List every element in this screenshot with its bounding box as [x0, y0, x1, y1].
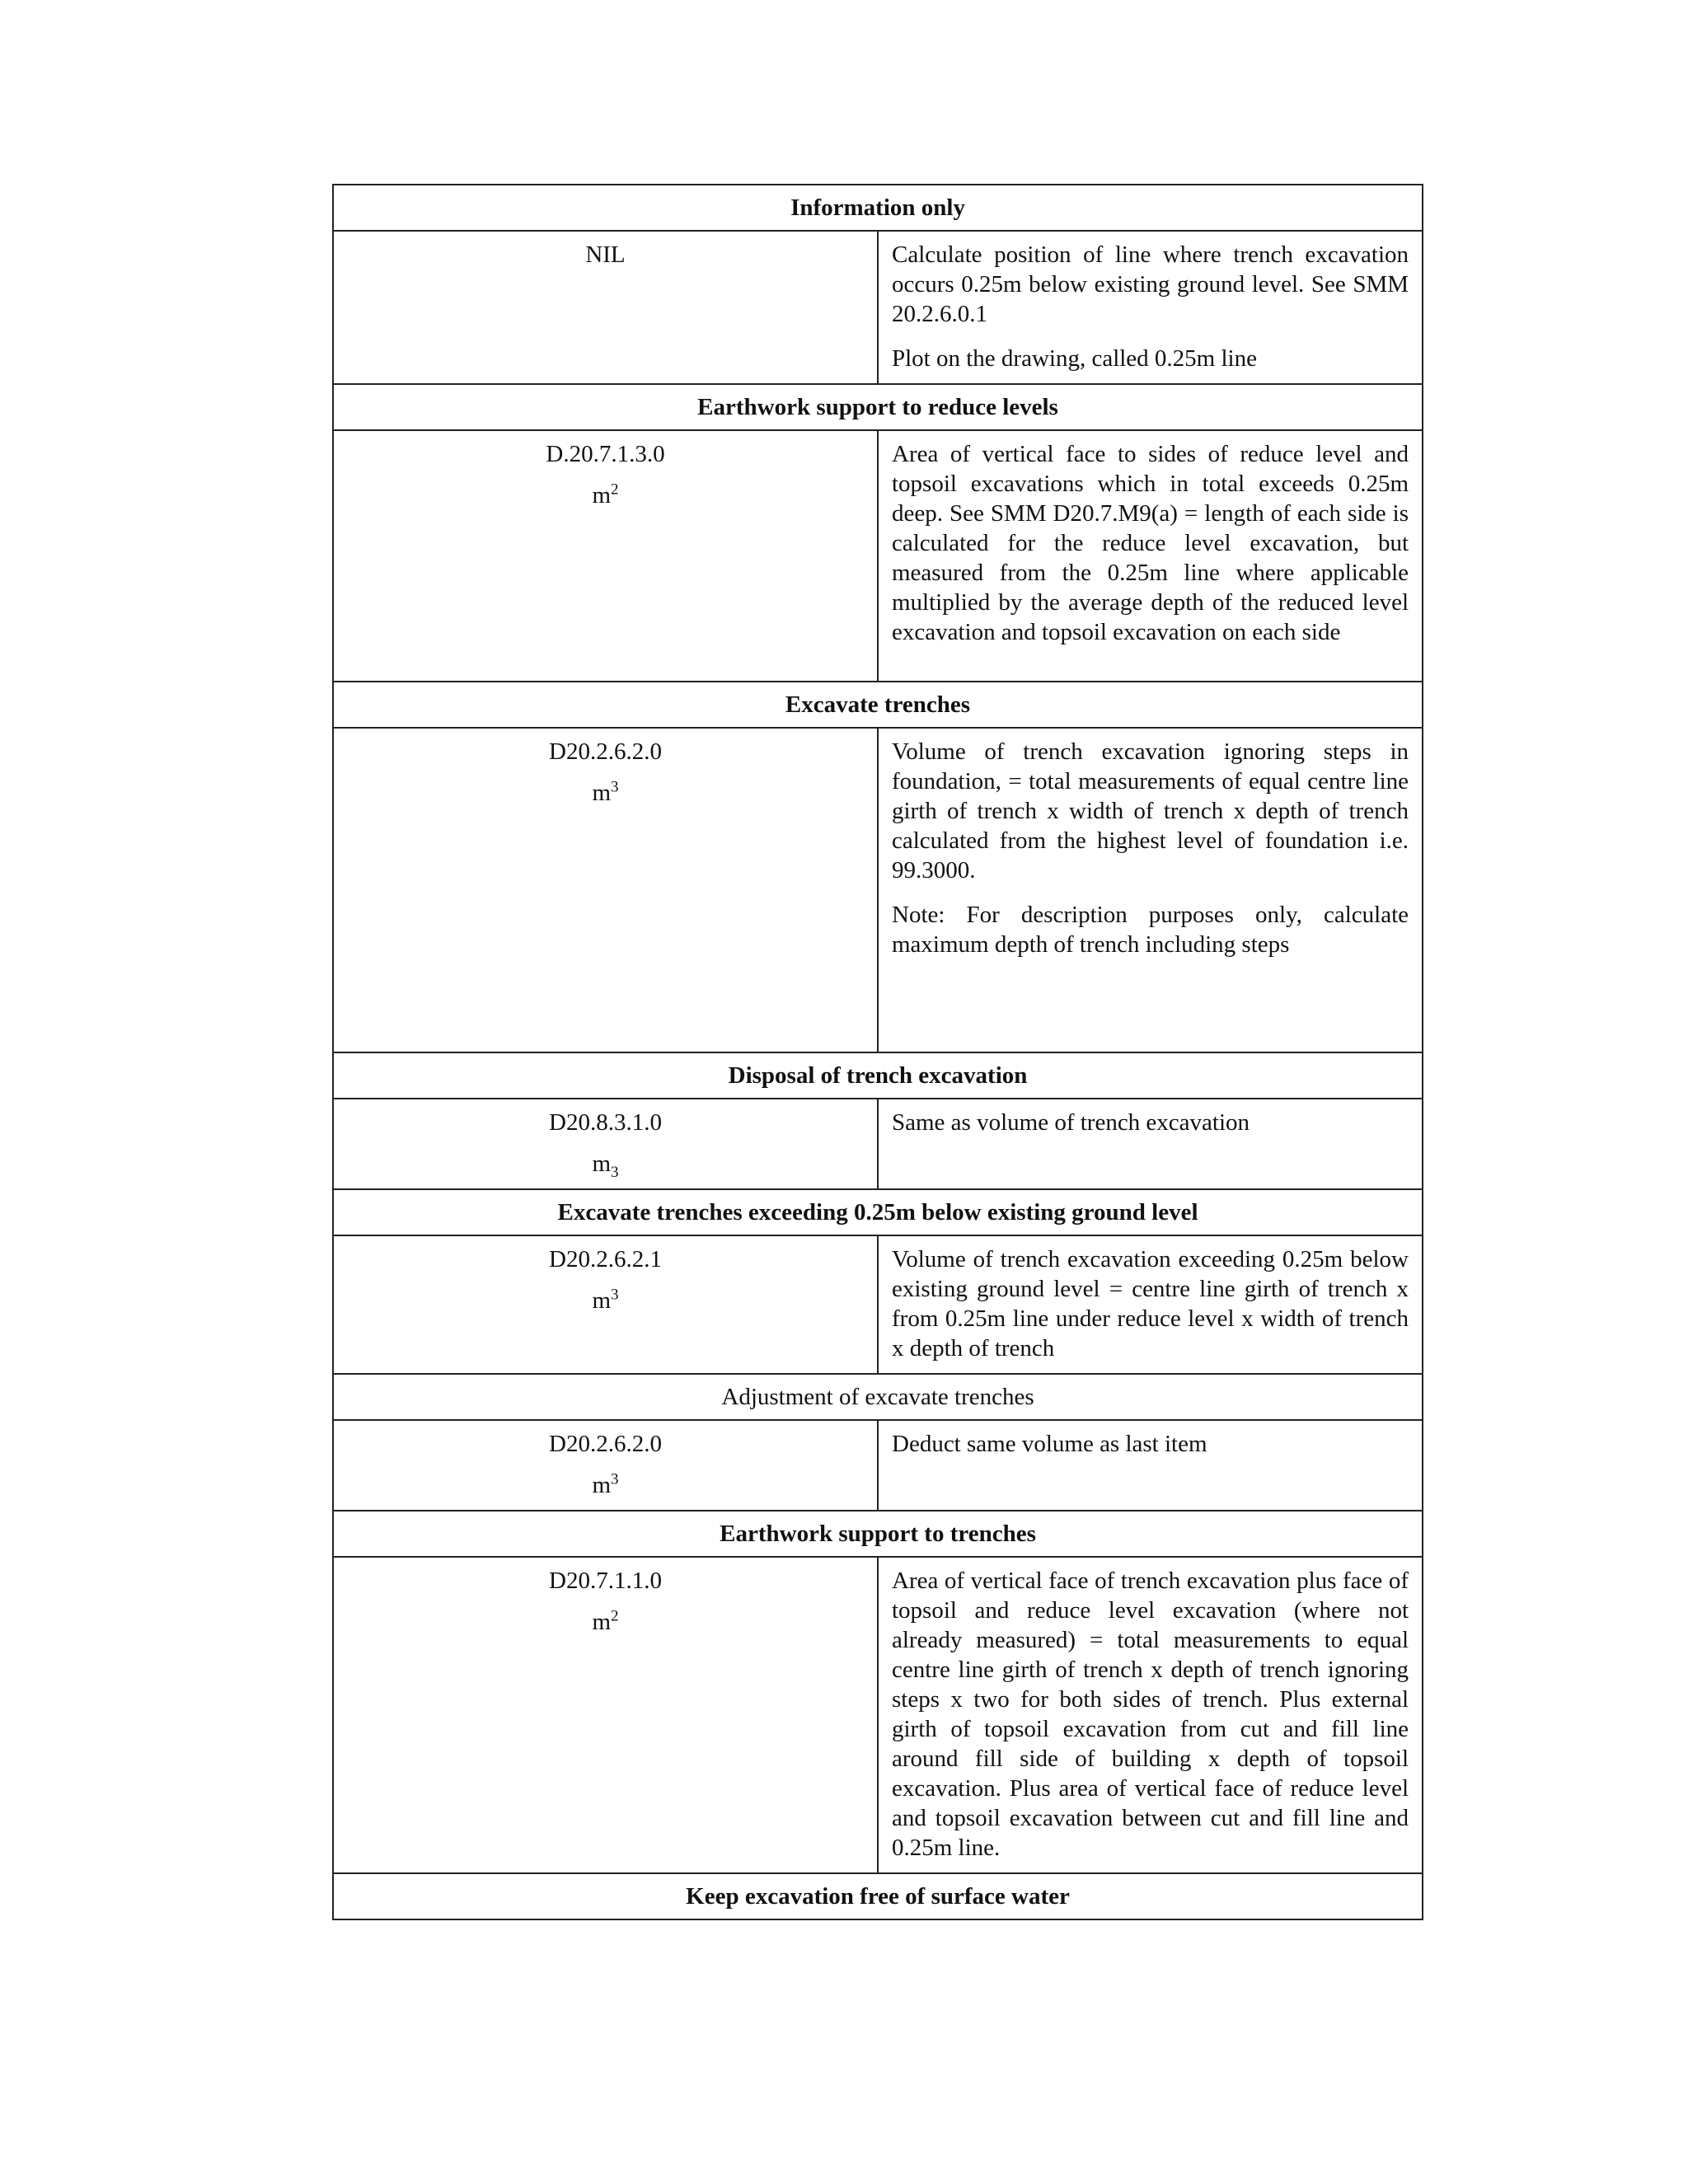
section-header: Information only — [333, 185, 1423, 231]
description-cell — [878, 1235, 1423, 1374]
section-header-row — [333, 1189, 1423, 1235]
description-paragraph: Volume of trench excavation exceeding 0.25m below existing ground level = centre line girth of trench x from 0.25m line under reduce level x width of trench x depth of trench — [892, 1246, 1409, 1361]
description-cell — [878, 1420, 1423, 1511]
item-row — [333, 231, 1423, 384]
section-header: Disposal of trench excavation — [333, 1052, 1423, 1099]
section-header-row — [333, 185, 1423, 231]
item-row — [333, 1235, 1423, 1374]
description-paragraph: Calculate position of line where trench excavation occurs 0.25m below existing ground level. See SMM 20.2.6.0.1 — [892, 241, 1409, 327]
section-header-row — [333, 1052, 1423, 1099]
item-row — [333, 1420, 1423, 1511]
description-cell — [878, 728, 1423, 1052]
description-paragraph: Area of vertical face of trench excavation plus face of topsoil and reduce level excavation (where not already measured) = total measurements to equal centre line girth of trench x depth of trench ignoring steps x two for both sides of trench. Plus external girth of topsoil excavation from cut and fill line around fill side of building x depth of topsoil excavation. Plus area of vertical face of reduce level and topsoil excavation between cut and fill line and 0.25m line. — [892, 1568, 1409, 1861]
description-paragraph: Deduct same volume as last item — [892, 1431, 1207, 1457]
unit-label: $m^3$ — [592, 1286, 619, 1314]
unit-label: $m_3$ — [592, 1151, 619, 1181]
unit-label: $m^3$ — [592, 778, 619, 806]
section-header-row — [333, 682, 1423, 728]
section-header: Excavate trenches — [333, 682, 1423, 728]
unit-label: $m^2$ — [592, 1607, 619, 1635]
description-paragraph: Volume of trench excavation ignoring steps in foundation, = total measurements of equal centre line girth of trench x width of trench x depth of trench calculated from the highest level of foundation i.e. 99.3000. — [892, 738, 1409, 883]
unit-label: $m^2$ — [592, 480, 619, 509]
section-header: Adjustment of excavate trenches — [333, 1374, 1423, 1420]
description-paragraph: Note: For description purposes only, calculate maximum depth of trench including steps — [892, 902, 1409, 958]
item-row — [333, 728, 1423, 1052]
unit-label: $m^3$ — [592, 1470, 619, 1498]
description-paragraph: Area of vertical face to sides of reduce level and topsoil excavations which in total exceeds 0.25m deep. See SMM D20.7.M9(a) = length of each side is calculated for the reduce level excavation, but measured from the 0.25m line where applicable multiplied by the average depth of the reduced level excavation and topsoil excavation on each side — [892, 441, 1409, 645]
section-header-row — [333, 1873, 1423, 1919]
item-row — [333, 1557, 1423, 1873]
reference-code: D20.2.6.2.0 — [549, 1431, 662, 1457]
description-cell — [878, 1557, 1423, 1873]
reference-code: NIL — [585, 241, 626, 268]
description-cell — [878, 231, 1423, 384]
reference-cell — [333, 1557, 878, 1873]
reference-code: D20.2.6.2.0 — [549, 738, 662, 765]
reference-code: D20.8.3.1.0 — [549, 1109, 662, 1136]
reference-cell — [333, 430, 878, 682]
section-header: Keep excavation free of surface water — [333, 1873, 1423, 1919]
item-row — [333, 430, 1423, 682]
reference-cell — [333, 1099, 878, 1189]
description-paragraph: Plot on the drawing, called 0.25m line — [892, 345, 1257, 372]
section-header-row — [333, 1511, 1423, 1557]
section-header-row — [333, 1374, 1423, 1420]
reference-cell — [333, 231, 878, 384]
section-header: Excavate trenches exceeding 0.25m below existing ground level — [333, 1189, 1423, 1235]
reference-code: D20.2.6.2.1 — [549, 1246, 662, 1272]
measurement-table — [332, 184, 1423, 1920]
item-row — [333, 1099, 1423, 1189]
reference-cell — [333, 1420, 878, 1511]
description-paragraph: Same as volume of trench excavation — [892, 1109, 1250, 1136]
section-header: Earthwork support to trenches — [333, 1511, 1423, 1557]
section-header-row — [333, 384, 1423, 430]
reference-code: D.20.7.1.3.0 — [546, 441, 665, 467]
reference-code: D20.7.1.1.0 — [549, 1568, 662, 1594]
reference-cell — [333, 728, 878, 1052]
reference-cell — [333, 1235, 878, 1374]
description-cell — [878, 430, 1423, 682]
description-cell — [878, 1099, 1423, 1189]
section-header: Earthwork support to reduce levels — [333, 384, 1423, 430]
